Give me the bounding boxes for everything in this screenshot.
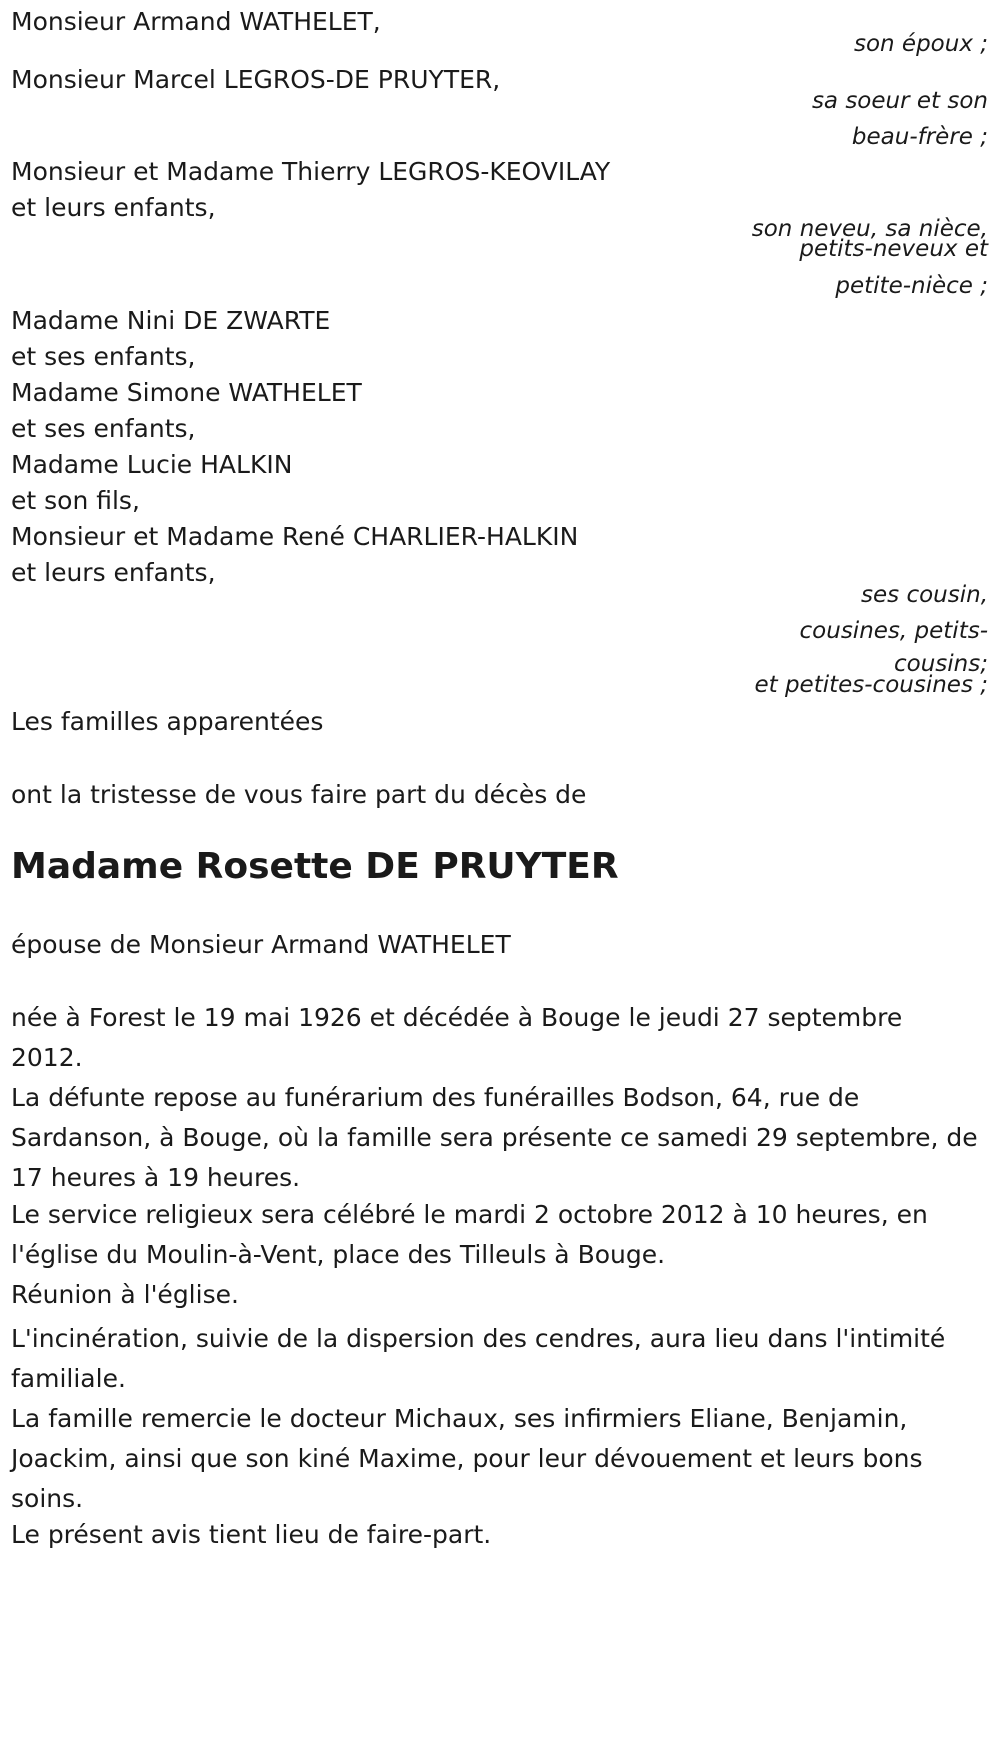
relation-label-sister-line1: sa soeur et son	[811, 88, 988, 114]
family-member-nephew: Monsieur et Madame Thierry LEGROS-KEOVILAY	[11, 157, 611, 186]
related-families: Les familles apparentées	[11, 707, 324, 736]
relation-label-nephew-line3: petite-nièce ;	[835, 273, 988, 299]
relation-label-spouse: son époux ;	[853, 31, 988, 57]
relation-label-nephew-line2: petits-neveux et	[799, 236, 988, 262]
family-member-cousin-4-children: et leurs enfants,	[11, 558, 216, 587]
family-member-cousin-1-children: et ses enfants,	[11, 342, 196, 371]
family-member-cousin-3-son: et son fils,	[11, 486, 140, 515]
cremation-paragraph: L'incinération, suivie de la dispersion des cendres, aura lieu dans l'intimité familiale.	[11, 1324, 946, 1393]
family-member-cousin-2-children: et ses enfants,	[11, 414, 196, 443]
birth-death-paragraph: née à Forest le 19 mai 1926 et décédée à Bouge le jeudi 27 septembre 2012.	[11, 1003, 903, 1072]
family-member-husband: Monsieur Armand WATHELET,	[11, 7, 381, 36]
family-member-cousin-2: Madame Simone WATHELET	[11, 378, 362, 407]
family-member-cousin-3: Madame Lucie HALKIN	[11, 450, 293, 479]
closing-paragraph: Le présent avis tient lieu de faire-part.	[11, 1520, 492, 1549]
family-member-cousin-4: Monsieur et Madame René CHARLIER-HALKIN	[11, 522, 579, 551]
relation-label-cousins-line1: ses cousin,	[861, 582, 988, 608]
relation-label-cousins-line2: cousines, petits-	[799, 618, 988, 644]
spouse-line: épouse de Monsieur Armand WATHELET	[11, 930, 511, 959]
thanks-paragraph: La famille remercie le docteur Michaux, ses infirmiers Eliane, Benjamin, Joackim, ainsi que son kiné Maxime, pour leur dévouement et leurs bons soins.	[11, 1404, 923, 1513]
family-member-nephew-children: et leurs enfants,	[11, 193, 216, 222]
family-member-brother-in-law: Monsieur Marcel LEGROS-DE PRUYTER,	[11, 65, 501, 94]
relation-label-cousins-line4: et petites-cousines ;	[754, 672, 988, 698]
service-paragraph: Le service religieux sera célébré le mardi 2 octobre 2012 à 10 heures, en l'église du Moulin-à-Vent, place des Tilleuls à Bouge.	[11, 1200, 928, 1269]
deceased-name: Madame Rosette DE PRUYTER	[11, 846, 619, 887]
relation-label-cousins-line3: cousins;	[894, 651, 988, 677]
relation-label-nephew-line1: son neveu, sa nièce,	[751, 216, 988, 242]
family-member-cousin-1: Madame Nini DE ZWARTE	[11, 306, 331, 335]
announcement-text: ont la tristesse de vous faire part du décès de	[11, 780, 587, 809]
viewing-paragraph: La défunte repose au funérarium des funérailles Bodson, 64, rue de Sardanson, à Bouge, où la famille sera présente ce samedi 29 septembre, de 17 heures à 19 heures.	[11, 1083, 978, 1192]
relation-label-sister-line2: beau-frère ;	[851, 124, 988, 150]
meeting-paragraph: Réunion à l'église.	[11, 1280, 239, 1309]
